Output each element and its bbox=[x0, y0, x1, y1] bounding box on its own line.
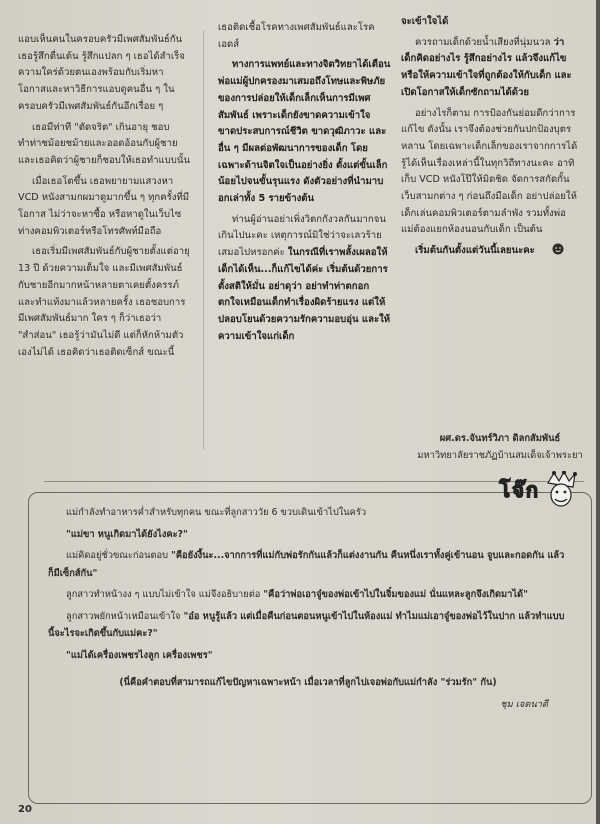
column-divider bbox=[203, 30, 204, 450]
joke-content bbox=[48, 504, 568, 717]
article-paragraph: เมื่อเธอโตขึ้น เธอพยายามแสวงหา VCD หนังสามกผมาดูมากขึ้น ๆ ทุกครั้งที่มีโอกาส ไม่ว่าจะหาซื้อ หรือหาดูในเว็บไซท่างคอมพิวเตอร์หรือโทรศัพท์มือถือ bbox=[18, 175, 190, 237]
article-paragraph: เธอมีท่าที "ตัดจริต" เกินอายุ ชอบทำท่าชม้อยชม้ายและออดอ้อนกับผู้ชาย และเธอคิดว่าผู้ชายก็ชอบให้เธอทำแบบนั้น bbox=[18, 121, 190, 166]
author-affiliation: มหาวิทยาลัยราชภัฏบ้านสมเด็จเจ้าพระยา bbox=[417, 450, 583, 461]
article-text-emphasis: ว่า เด็กคิดอย่างไร รู้สึกอย่างไร แล้วจึงแก้ไขหรือให้ความเข้าใจที่ถูกต้องให้กับเด็ก และเปิดโอกาสให้เด็กซักถามได้ด้วย bbox=[401, 36, 572, 98]
joke-quote: "คือว่าพ่อเอาจู๋ของพ่อเข้าไปในจิ๋มของแม่ นั่นแหละลูกจึงเกิดมาได้" bbox=[263, 589, 528, 600]
joke-quote: "แม่ได้เครื่องเพชรไงลูก เครื่องเพชร" bbox=[66, 649, 213, 661]
article-paragraph: อย่างไรก็ตาม การป้องกันย่อมดีกว่าการแก้ไข ดังนั้น เราจึงต้องช่วยกันปกป้องบุตรหลาน โดยเฉพาะเด็กเล็กของเราจากการได้รู้ได้เห็นเรื่องเหล่านี้ในทุกวิถีทางนะคะ อาทิ เก็บ VCD หนังโป๊ให้มิดชิด จัดการสกัดกั้นเว็บสามกต่าง ๆ ก่อนถึงมือเด็ก อย่าปล่อยให้เด็กเล่นคอมพิวเตอร์ตามลำพัง รวมทั้งพ่อแม่ต้องแยกห้องนอนกับเด็ก เป็นต้น bbox=[401, 107, 578, 236]
article-text: ท่านผู้อ่านอย่าเพิ่งวิตกกังวลกันมากจนเกินไปนะคะ เหตุการณ์มิใช่ว่าจะเลวร้ายเสมอไปหรอกค่ะ bbox=[218, 213, 386, 259]
joke-text: แม่คิดอยู่ชั่วขณะก่อนตอบ bbox=[66, 550, 169, 561]
joke-paragraph bbox=[48, 586, 568, 604]
joke-paragraph bbox=[48, 547, 568, 582]
joke-quote: "อ๋อ หนูรู้แล้ว แต่เมื่อคืนก่อนตอนหนูเข้าไปในห้องแม่ ทำไมแม่เอาจู๋ของพ่อไว้ในปาก แล้วทำแบบนี้จะไรจะเกิดขึ้นกับแม่คะ?" bbox=[48, 610, 565, 639]
article-paragraph: แอบเห็นคนในครอบครัวมีเพศสัมพันธ์กัน เธอรู้สึกตื่นเต้น รู้สึกแปลก ๆ เธอได้สำเร็จความใคร่ด้วยตนเองพร้อมกับเริ่มหาโอกาสและหาวิธีการแอบดูคนอื่น ๆ ในครอบครัวมีเพศสัมพันธ์กันอีกเรื่อย ๆ bbox=[18, 34, 185, 112]
smiley-icon bbox=[538, 243, 550, 255]
author-block bbox=[412, 430, 588, 464]
joke-text: ลูกสาวทำหน้างง ๆ แบบไม่เข้าใจ แม่จึงอธิบายต่อ bbox=[66, 589, 261, 600]
article-column-1 bbox=[18, 32, 190, 365]
article-paragraph: จะเข้าใจได้ bbox=[401, 16, 449, 27]
article-text: ควรถามเด็กด้วยน้ำเสียงที่นุ่มนวล bbox=[415, 36, 551, 48]
article-paragraph: เธอเริ่มมีเพศสัมพันธ์กับผู้ชายตั้งแต่อายุ 13 ปี ด้วยความเต็มใจ และมีเพศสัมพันธ์กับชายอีกมากหน้าหลายตาเคยตั้งครรภ์และทำแท้งมาแล้วหลายครั้ง เธอชอบการมีเพศสัมพันธ์มาก ใคร ๆ ก็ว่าเธอว่า "สำส่อน" เธอรู้ว่ามันไม่ดี แต่ก็หักห้ามตัวเองไม่ได้ เธอคิดว่าเธอติดเซ็กส์ ขณะนี้ bbox=[18, 246, 190, 358]
article-paragraph-emphasis: ทางการแพทย์และทางจิตวิทยาได้เตือนพ่อแม่ผู้ปกครองมาเสมอถึงโทษและพิษภัยของการปล่อยให้เด็กเล็กเห็นการมีเพศสัมพันธ์ เพราะเด็กยังขาดความเข้าใจ ขาดประสบการณ์ชีวิต ขาดวุฒิภาวะ และอื่น ๆ มีผลต่อพัฒนาการของเด็ก โดยเฉพาะด้านจิตใจเป็นอย่างยิ่ง ตั้งแต่ขั้นเล็กน้อยไปจนขั้นรุนแรง ดังตัวอย่างที่นำมาบอกเล่าทั้ง 5 รายข้างต้น bbox=[218, 59, 391, 205]
article-column-2 bbox=[218, 20, 391, 349]
joke-logo-text: โจ๊ก bbox=[499, 478, 540, 502]
joke-paragraph: แม่กำลังทำอาหารค่ำสำหรับทุกคน ขณะที่ลูกสาววัย 6 ขวบเดินเข้าไปในครัว bbox=[66, 507, 367, 518]
joke-quote: "แม่ขา หนูเกิดมาได้ยังไงคะ?" bbox=[66, 528, 188, 540]
joke-signature: ชุม เจตนาดี bbox=[500, 698, 548, 710]
joke-paragraph bbox=[48, 608, 568, 643]
page-number: 20 bbox=[18, 804, 32, 815]
joke-note: (นี่คือคำตอบที่สามารถแก้ไขปัญหาเฉพาะหน้า เมื่อเวลาที่ลูกไปเจอพ่อกับแม่กำลัง "ร่วมรัก" กัน) bbox=[119, 677, 497, 688]
article-closing bbox=[401, 243, 578, 260]
joke-text: ลูกสาวพยักหน้าเหมือนเข้าใจ bbox=[66, 610, 181, 622]
article-paragraph bbox=[218, 212, 391, 346]
joke-quote: "คือยังงี้นะ...จากการที่แม่กับพ่อรักกันแล้วก็แต่งงานกัน คืนหนึ่งเราทั้งคู่เข้านอน จูบและกอดกัน แล้วก็มีเซ็กส์กัน" bbox=[48, 550, 565, 579]
article-paragraph bbox=[401, 35, 578, 102]
article-text-emphasis: ในกรณีที่เราพลั้งเผลอให้เด็กได้เห็น...ก็แก้ไขได้ค่ะ เริ่มต้นด้วยการตั้งสติให้มั่น อย่าดุว่า อย่าทำท่าตกอกตกใจเหมือนเด็กทำเรื่องผิดร้ายแรง แต่ให้ปลอบโยนด้วยความรักความอบอุ่น และให้ความเข้าใจแก่เด็ก bbox=[218, 247, 391, 342]
closing-text: เริ่มต้นกันตั้งแต่วันนี้เลยนะคะ bbox=[415, 245, 535, 257]
author-name: ผศ.ดร.จันทร์วิภา ดิลกสัมพันธ์ bbox=[439, 433, 561, 444]
article-column-3 bbox=[401, 14, 578, 264]
article-paragraph: เธอติดเชื้อโรคทางเพศสัมพันธ์และโรคเอดส์ bbox=[218, 22, 375, 50]
